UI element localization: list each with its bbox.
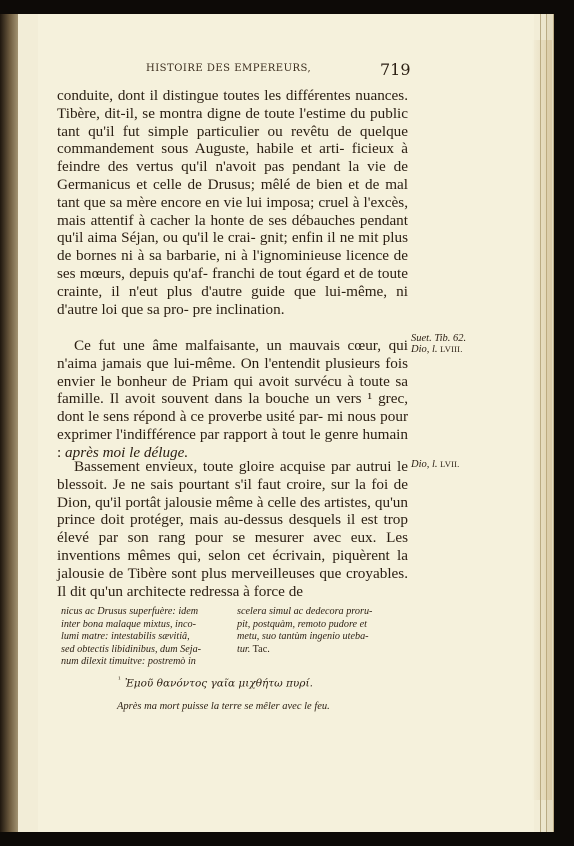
text-line: de Dion, qu'il portât jalousie même à celle des artistes, [57, 475, 408, 511]
margin-note-ref: Dio, l. [411, 344, 441, 355]
margin-note-dio [411, 459, 460, 470]
text-line: cruel à l'excès, mais attentif à cacher la honte de ses [57, 193, 409, 229]
text-line: est trop élevé par son rang pour se mesurer avec eux. [57, 511, 408, 547]
text-line: toute sa famille. Il avoit souvent dans la bouche un [57, 372, 408, 408]
footnote-column-right [237, 606, 405, 656]
text-line: ni à l'ignominieuse licence de ses mœurs, depuis qu'af- [57, 247, 409, 282]
running-header: HISTOIRE DES EMPEREURS, [146, 63, 312, 74]
page-number: 719 [380, 60, 411, 79]
paragraph-3 [57, 458, 408, 600]
margin-note-ref: Suet. Tib. 62. [411, 333, 467, 344]
text-line: Bassement envieux, toute gloire acquise par autrui [74, 458, 392, 475]
text-line: qu'un prince doit protéger, mais au-dessus desquels il [57, 493, 408, 529]
text-line: fois envier le bonheur de Priam qui avoit survécu à [57, 354, 408, 390]
footnote-line: num dilexit timuitve: postremò in [61, 656, 196, 668]
text-line: le genre humain : [57, 425, 408, 461]
margin-note-book: LVII. [440, 459, 460, 469]
text-line: quelque commandement sous Auguste, habile et arti- [57, 122, 408, 158]
margin-note-suetonius [411, 333, 466, 355]
footnote-column-left [61, 606, 229, 669]
text-line: et de mal tant que sa mère encore en vie lui imposa; [57, 175, 409, 211]
margin-note-ref: Dio, l. [411, 459, 441, 470]
margin-note-book: LVIII. [440, 344, 463, 354]
paragraph-2 [57, 337, 408, 462]
footnote-line: nicus ac Drusus superfuère: idem [61, 606, 199, 617]
footnote-source: Tac. [250, 643, 270, 655]
text-line: conduite, dont il distingue toutes les différentes nuances. [57, 87, 408, 104]
text-line: le blessoit. Je ne sais pourtant s'il faut croire, sur la foi [57, 458, 409, 493]
text-line: vie de Germanicus et celle de Drusus; mêlé de bien [57, 158, 408, 193]
text-line: mi nous pour exprimer l'indifférence par rapport à tout [57, 408, 408, 443]
greek-verse [118, 676, 348, 690]
text-line: d'autre guide que lui-même, ni d'autre loi que sa pro- [57, 282, 408, 318]
text-line: débauches pendant qu'il aima Séjan, ou qu'il le crai- [57, 211, 408, 247]
text-line: ficieux à feindre des vertus qu'il n'avoit pas pendant la [57, 140, 408, 176]
text-line: gnit; enfin il ne mit plus de bornes ni à sa barbarie, [57, 229, 408, 265]
footnote-line: metu, suo tantùm ingenio uteba- [237, 631, 369, 643]
text-line: vers ¹ grec, dont le sens répond à ce proverbe usité par- [57, 390, 408, 426]
text-line-italic: après moi le déluge. [65, 443, 189, 461]
paragraph-1 [57, 87, 408, 318]
text-line: Les inventions mêmes qui, selon cet écrivain, piquèrent [57, 529, 408, 564]
text-line: franchi de tout égard et de toute crainte, il n'eut plus [57, 264, 408, 300]
footnote-line: scelera simul ac dedecora proru- [237, 606, 373, 617]
text-line: croyables. Il dit qu'un architecte redressa à force de [57, 564, 408, 600]
verse-translation: Après ma mort puisse la terre se mêler avec le feu. [117, 701, 330, 712]
footnote-line: sed obtectis libidinibus, dum Seja- [61, 643, 202, 655]
footnote-line: inter bona malaque mixtus, inco- [61, 618, 196, 630]
footnote-line: pit, postquàm, remoto pudore et [237, 618, 367, 630]
greek-verse-text: Ἐμοῦ θανόντος γαῖα μιχθήτω πυρί. [124, 677, 313, 690]
page-foxing [532, 40, 552, 800]
text-line: Tibère, dit-il, se montra digne de toute l'estime du [57, 104, 366, 122]
text-line: n'aima jamais que lui-même. On l'entendit plusieurs [57, 354, 381, 372]
text-line: public tant qu'il fut simple particulier ou revêtu de [57, 104, 408, 140]
text-line: la jalousie de Tibère sont plus merveilleuses que [57, 546, 408, 582]
text-line: Ce fut une âme malfaisante, un mauvais cœur, qui [74, 337, 408, 354]
footnote-line: tur. [237, 643, 251, 655]
footnote-line: lumi matre: intestabilis sævitiâ, [61, 631, 190, 643]
footnote-marker: ¹ [118, 676, 121, 684]
text-line: pre inclination. [192, 300, 285, 318]
